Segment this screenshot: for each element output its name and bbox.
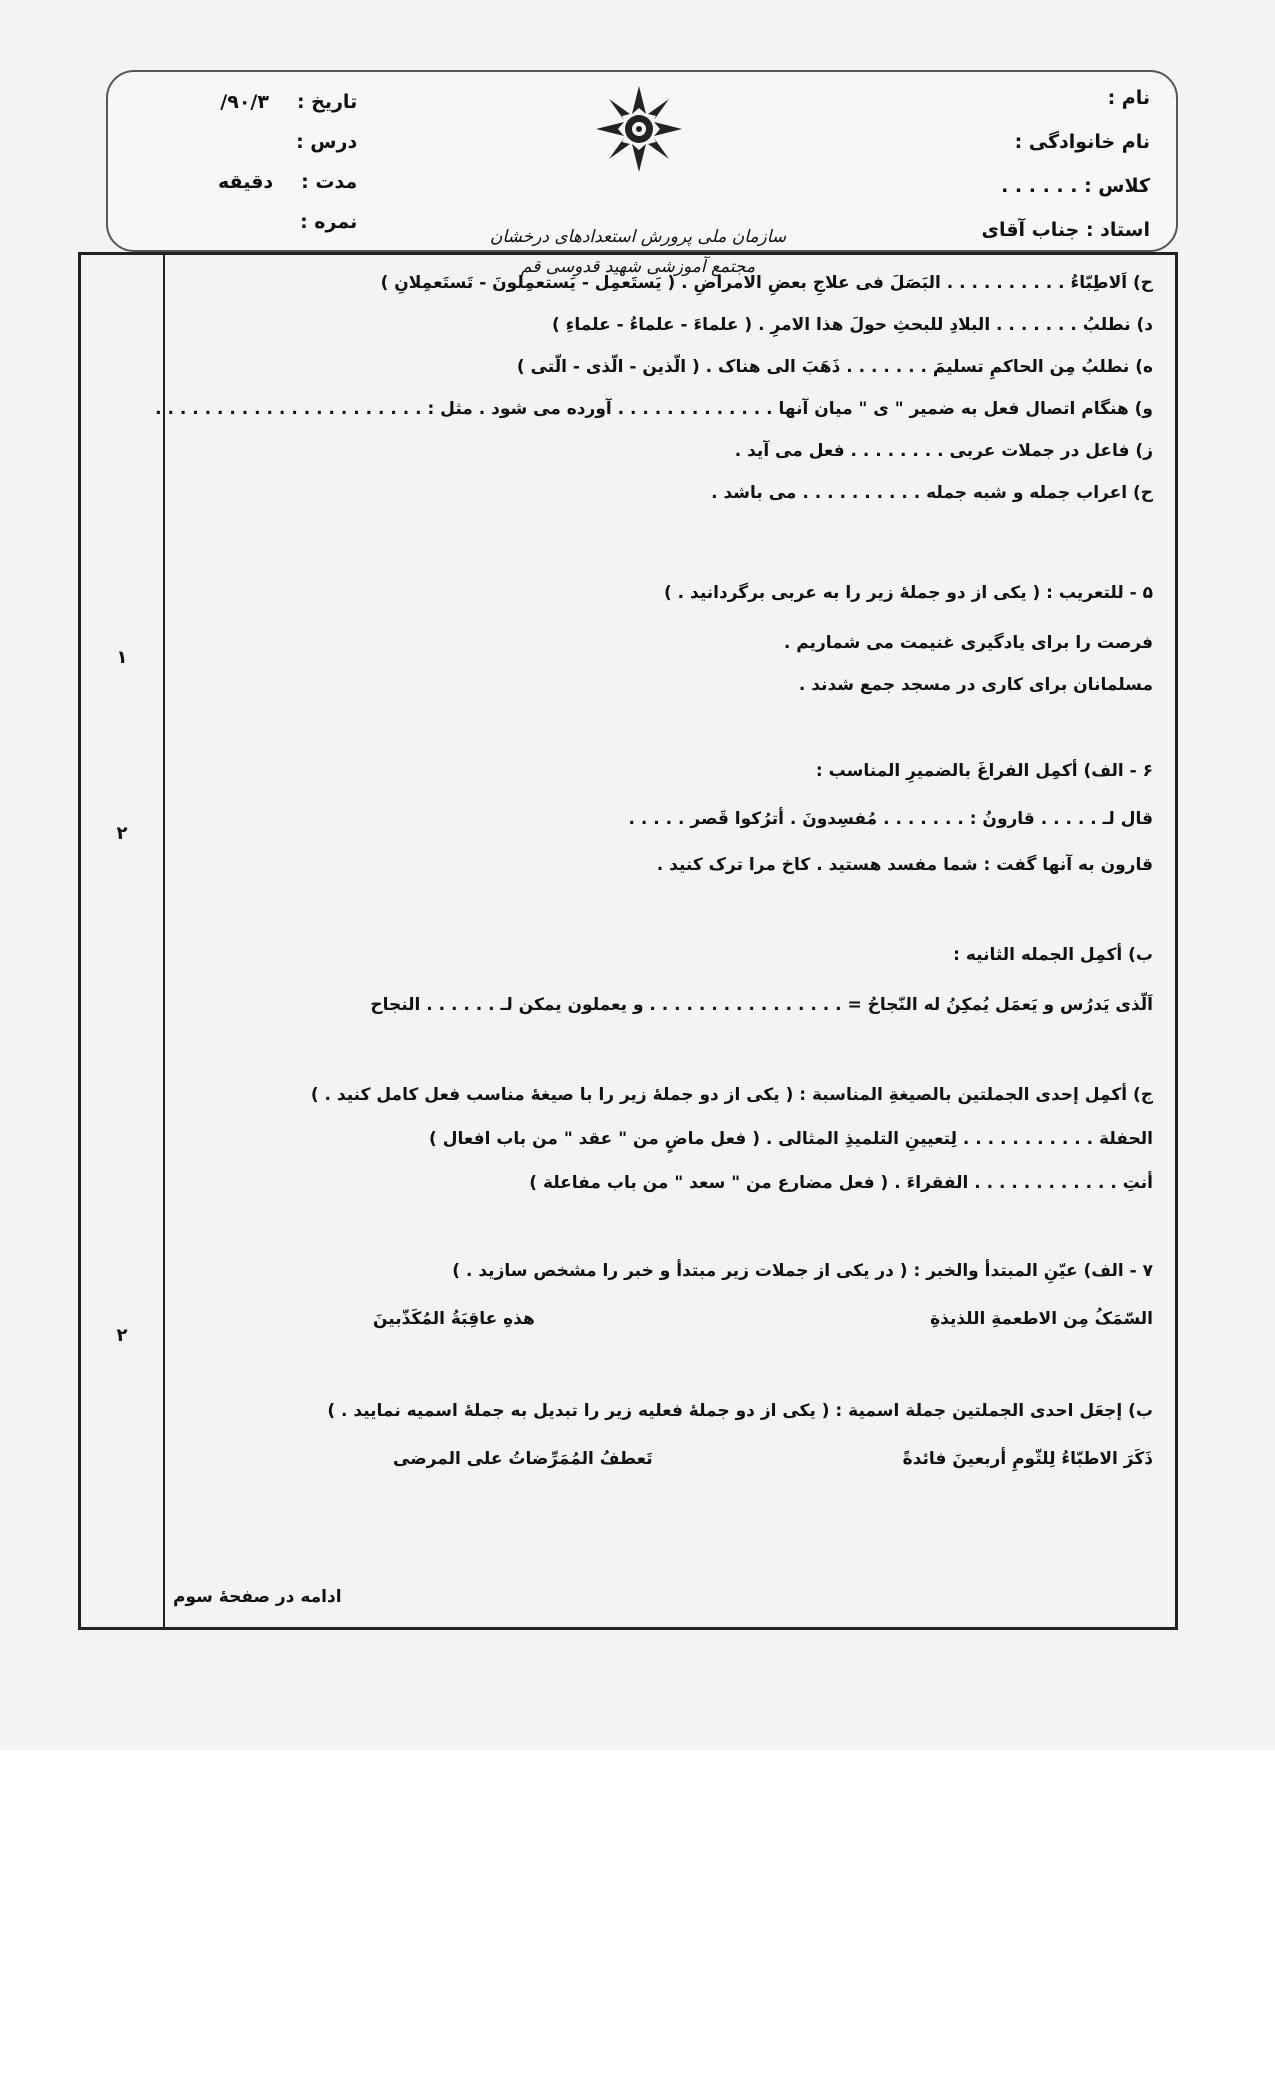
teacher-label: استاد : جناب آقای: [981, 219, 1150, 241]
score-q5: ۱: [116, 647, 128, 668]
date-value: ۹۰/۳/: [220, 91, 269, 113]
family-label: نام خانوادگی :: [1014, 131, 1150, 153]
q7a-title: ۷ - الف) عیّنِ المبتدأ والخبر : ( در یکی از جملات زیر مبتدأ و خبر را مشخص سازید . ): [452, 1261, 1153, 1281]
q5-sentence-1: فرصت را برای یادگیری غنیمت می شماریم .: [783, 633, 1153, 653]
q4-item-h: ح) اَلاطِبّاءُ . . . . . . . . . . البَصَلَ فی علاجِ بعضِ الامراضِ . ( یَستَعمِل - یَستعمِلونَ - تَستَعمِلانِ ): [380, 273, 1153, 293]
q7a-sentence-left: هذهِ عاقِبَةُ المُکَذّبینَ: [373, 1309, 535, 1329]
q4-item-e: ه) نطلبُ مِن الحاکمِ تسلیمَ . . . . . . . ذَهَبَ الی هناک . ( الّذین - الّذی - الّتی ): [516, 357, 1153, 377]
q6c-sentence-1: الحفلة . . . . . . . . . . . لِتعیینِ التلمیذِ المثالی . ( فعل ماضٍ من " عقد " من باب افعال ): [429, 1129, 1153, 1149]
class-label: کلاس : . . . . . .: [1001, 175, 1150, 197]
q5-title: ۵ - للتعریب : ( یکی از دو جملهٔ زیر را به عربی برگردانید . ): [663, 583, 1153, 603]
exam-header: [106, 70, 1178, 277]
q7b-title: ب) إجعَل احدی الجملتین جملة اسمیة : ( یکی از دو جملهٔ فعلیه زیر را تبدیل به جملهٔ اسمیه نمایید . ): [327, 1401, 1153, 1421]
grade-label: نمره :: [300, 211, 358, 233]
q6b-sentence: اَلّذی یَدرُس و یَعمَل یُمکِنُ له النّجاحُ = . . . . . . . . . . . . . . . . و یعملون یمکن لـ . . . . . . النجاح: [370, 995, 1153, 1015]
continued-note: ادامه در صفحهٔ سوم: [173, 1587, 342, 1607]
q6a-title: ۶ - الف) أکمِل الفراغَ بالضمیرِ المناسب :: [815, 761, 1153, 781]
duration-label: مدت :: [301, 171, 358, 193]
q7a-sentences: [173, 1309, 1153, 1329]
q6b-title: ب) أکمِل الجمله الثانیه :: [953, 945, 1153, 965]
q5-sentence-2: مسلمانان برای کاری در مسجد جمع شدند .: [798, 675, 1153, 695]
q7b-sentence-left: تَعطفُ المُمَرِّضاتُ علی المرضی: [393, 1449, 653, 1469]
score-column: [81, 255, 165, 1627]
subject-label: درس :: [296, 131, 358, 153]
org-line-1: سازمان ملی پرورش استعدادهای درخشان: [489, 227, 787, 247]
date-label: تاریخ :: [296, 91, 358, 113]
q6a-sentence-1: قال لـ . . . . . قارونُ : . . . . . . . مُفسِدونَ . أترُکوا قَصر . . . . .: [628, 809, 1153, 829]
org-line-2: مجتمع آموزشی شهید قدوسی قم: [520, 257, 756, 277]
duration-value: دقیقه: [218, 171, 274, 193]
q4-item-h2: ح) اعراب جمله و شبه جمله . . . . . . . . . . می باشد .: [711, 483, 1153, 503]
q4-item-v: و) هنگام اتصال فعل به ضمیر " ی " میان آنها . . . . . . . . . . . . . آورده می شود . مثل : . . . . . . . . . . . . . . . . . . . . . .: [155, 399, 1153, 419]
q4-item-d: د) نطلبُ . . . . . . . البلادِ للبحثِ حولَ هذا الامرِ . ( علماءَ - علماءُ - علماءِ ): [551, 315, 1153, 335]
q6c-title: ج) أکمِل إحدی الجملتین بالصیغةِ المناسبة : ( یکی از دو جملهٔ زیر را با صیغهٔ مناسب فعل کامل کنید . ): [310, 1085, 1153, 1105]
score-q7: ۲: [116, 1325, 128, 1346]
q6c-sentence-2: أنتِ . . . . . . . . . . . . الفقراءَ . ( فعل مضارع من " سعد " من باب مفاعلة ): [529, 1173, 1153, 1193]
questions-box: [78, 252, 1178, 1630]
questions-content: [155, 255, 1153, 1627]
q7b-sentences: [173, 1449, 1153, 1469]
emblem-icon: [594, 84, 684, 174]
student-info: [982, 76, 1150, 252]
exam-info: [218, 82, 357, 242]
name-label: نام :: [1107, 87, 1150, 109]
q6a-sentence-2: قارون به آنها گفت : شما مفسد هستید . کاخ مرا ترک کنید .: [656, 855, 1153, 875]
q7a-sentence-right: السّمَکُ مِن الاطعمةِ اللذیذةِ: [930, 1309, 1153, 1329]
q7b-sentence-right: ذَکَرَ الاطبّاءُ لِلثّومِ أربعینَ فائدةً: [902, 1449, 1153, 1469]
score-q6: ۲: [116, 823, 128, 844]
q4-item-z: ز) فاعل در جملات عربی . . . . . . . . فعل می آید .: [734, 441, 1153, 461]
